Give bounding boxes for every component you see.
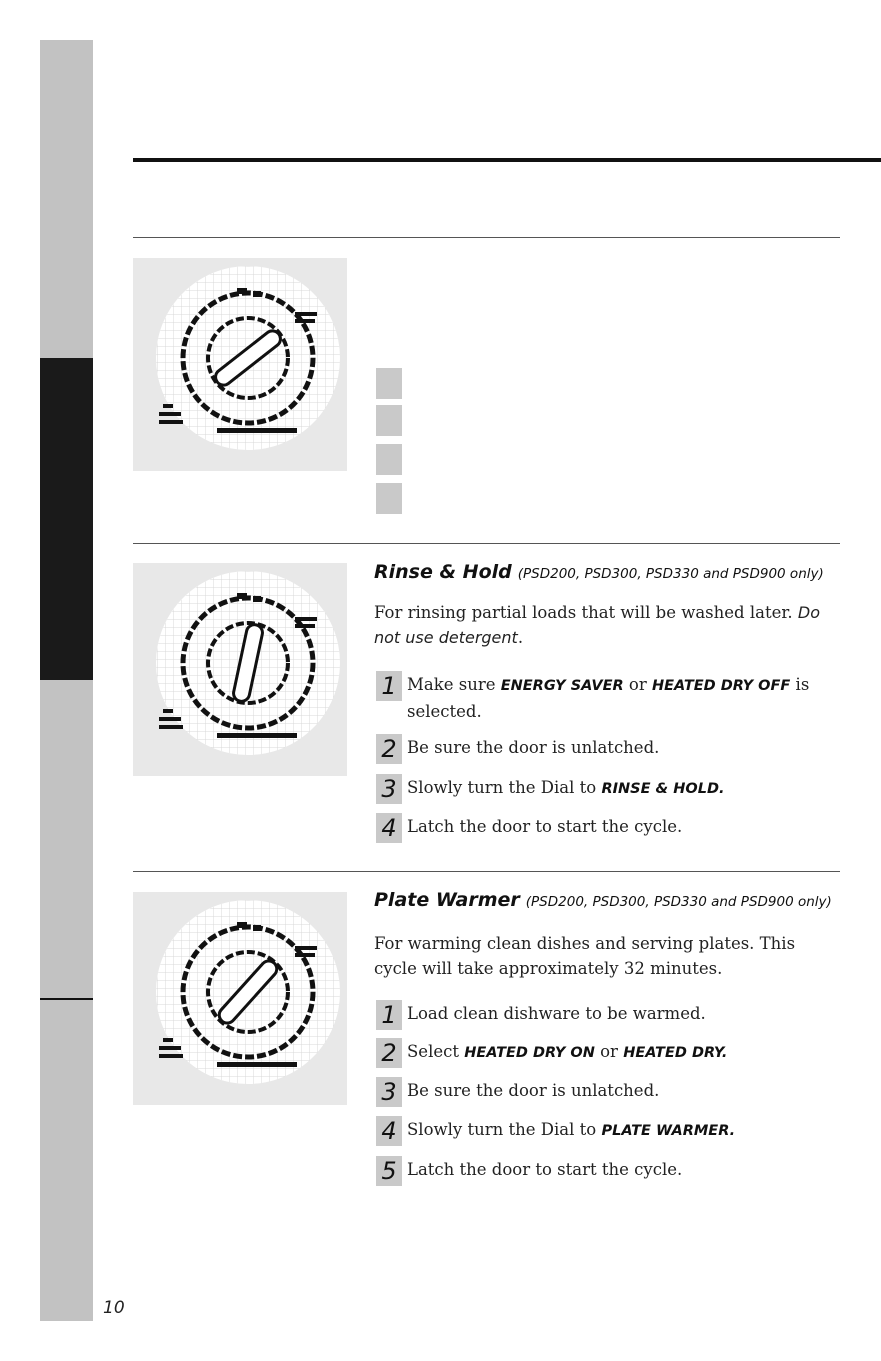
step-marker-3 [376, 444, 402, 475]
section-intro: For warming clean dishes and serving plates. This cycle will take approximately 32 minutes. [374, 934, 796, 978]
step-text: Be sure the door is unlatched. [407, 1081, 660, 1100]
step-number: 4 [376, 813, 402, 843]
model-note: (PSD200, PSD300, PSD330 and PSD900 only) [517, 566, 824, 582]
section-title: Plate Warmer [374, 889, 520, 911]
side-tab-active [40, 358, 93, 680]
step-keyword: PLATE WARMER. [601, 1123, 736, 1139]
step-number: 2 [376, 1038, 402, 1068]
step-text-part: Make sure [407, 675, 501, 694]
step-item [376, 1000, 840, 1030]
step-item [376, 1116, 840, 1146]
step-keyword: HEATED DRY. [623, 1045, 728, 1061]
step-keyword: HEATED DRY ON [464, 1045, 595, 1061]
step-item [376, 1077, 840, 1107]
step-item [376, 813, 840, 843]
step-text-part: or [623, 675, 652, 694]
step-keyword: HEATED DRY OFF [652, 678, 791, 694]
step-number: 3 [376, 774, 402, 804]
step-marker-1 [376, 368, 402, 399]
step-text: Load clean dishware to be warmed. [407, 1004, 706, 1023]
step-item [376, 1156, 840, 1186]
step-text-part: Slowly turn the Dial to [407, 778, 602, 797]
page-number: 10 [103, 1298, 125, 1318]
step-text-part: is selected. [407, 675, 810, 721]
step-text-part: Select [407, 1042, 465, 1061]
intro-text: For rinsing partial loads that will be washed later. [374, 603, 793, 622]
side-tab-strip [40, 40, 93, 1321]
dial-illustration [133, 892, 347, 1105]
step-item [376, 1038, 840, 1068]
step-text: Be sure the door is unlatched. [407, 738, 660, 757]
step-text: Latch the door to start the cycle. [407, 817, 683, 836]
step-number: 1 [376, 1000, 402, 1030]
model-note: (PSD200, PSD300, PSD330 and PSD900 only) [525, 894, 832, 910]
dial-illustration [133, 563, 347, 776]
section-heading [374, 889, 832, 911]
step-item [376, 671, 840, 721]
step-text-part: or [594, 1042, 624, 1061]
section-heading [374, 561, 824, 583]
section-rule [133, 543, 840, 544]
step-text: Latch the door to start the cycle. [407, 1160, 683, 1179]
step-keyword: RINSE & HOLD. [601, 781, 725, 797]
step-item [376, 774, 840, 804]
step-keyword: ENERGY SAVER [500, 678, 624, 694]
cycle-dial-icon [133, 258, 347, 471]
top-rule [133, 158, 881, 162]
section-rule [133, 871, 840, 872]
step-number: 4 [376, 1116, 402, 1146]
step-number: 1 [376, 671, 402, 701]
step-text [407, 1039, 837, 1066]
intro-end: . [517, 628, 524, 647]
step-marker-4 [376, 483, 402, 514]
step-text [407, 775, 837, 802]
side-tab-divider [40, 998, 93, 1000]
step-number: 5 [376, 1156, 402, 1186]
step-marker-2 [376, 405, 402, 436]
section-title: Rinse & Hold [374, 561, 512, 583]
step-item [376, 734, 840, 764]
step-text [407, 1117, 837, 1144]
cycle-dial-icon [133, 563, 347, 776]
step-text-part: Slowly turn the Dial to [407, 1120, 602, 1139]
intro-emphasis: Do not use detergent [374, 603, 821, 647]
section-intro [374, 600, 840, 650]
step-number: 2 [376, 734, 402, 764]
section-rule [133, 237, 840, 238]
cycle-dial-icon [133, 892, 347, 1105]
dial-illustration [133, 258, 347, 471]
step-text [407, 672, 837, 724]
step-number: 3 [376, 1077, 402, 1107]
